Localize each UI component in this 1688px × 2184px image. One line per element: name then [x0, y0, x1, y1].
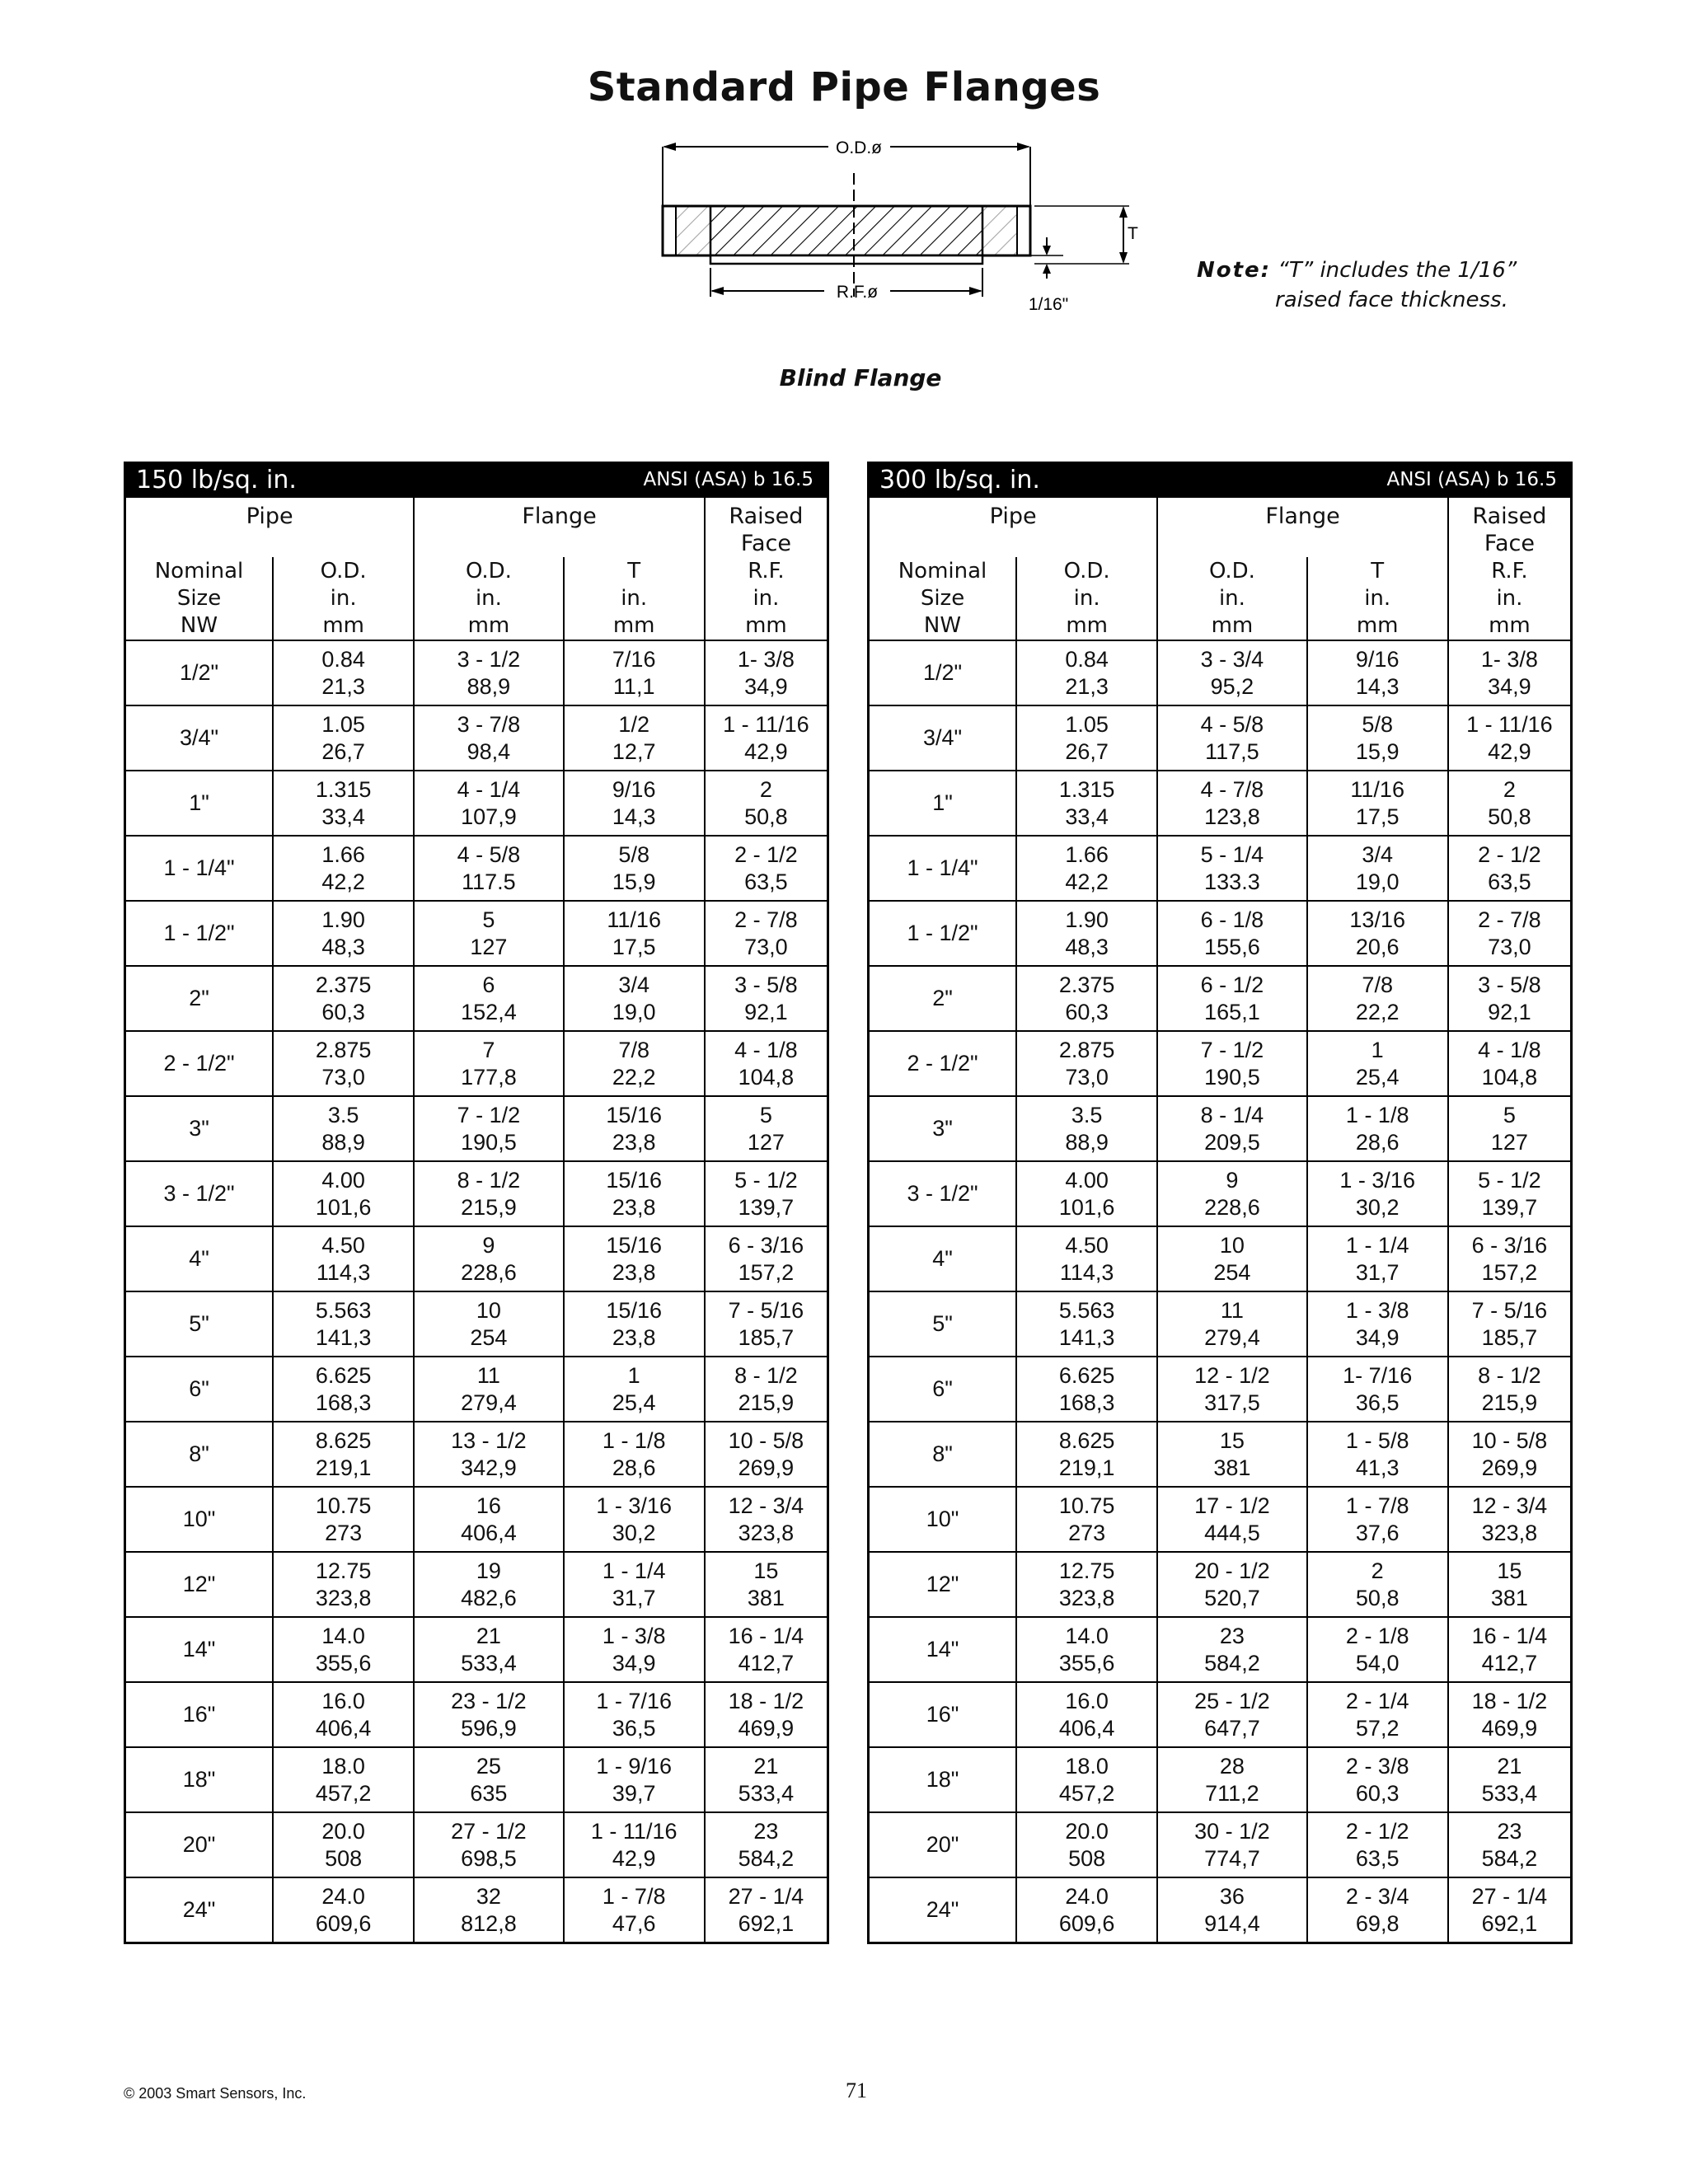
pipe-od-cell: 1.05 26,7	[273, 705, 414, 771]
raised-face-cell: 23 584,2	[705, 1812, 828, 1877]
table-row	[125, 1487, 828, 1552]
flange-od-cell: 9 228,6	[1157, 1161, 1306, 1226]
table-row	[125, 901, 828, 966]
blind-flange-diagram	[651, 132, 1138, 346]
thickness-cell: 1 - 9/16 39,7	[564, 1747, 705, 1812]
table-row	[125, 1031, 828, 1096]
nominal-size-cell: 1"	[125, 771, 274, 836]
raised-face-cell: 15 381	[1448, 1552, 1572, 1617]
flange-od-cell: 36 914,4	[1157, 1877, 1306, 1943]
flange-od-cell: 25 - 1/2 647,7	[1157, 1682, 1306, 1747]
raised-face-cell: 12 - 3/4 323,8	[1448, 1487, 1572, 1552]
raised-face-cell: 8 - 1/2 215,9	[1448, 1357, 1572, 1422]
flange-od-cell: 30 - 1/2 774,7	[1157, 1812, 1306, 1877]
pipe-od-cell: 1.315 33,4	[273, 771, 414, 836]
table-row	[869, 1161, 1572, 1226]
thickness-header: T in. mm	[564, 557, 705, 640]
flange-od-cell: 8 - 1/2 215,9	[414, 1161, 563, 1226]
raised-face-cell: 18 - 1/2 469,9	[1448, 1682, 1572, 1747]
copyright-text: © 2003 Smart Sensors, Inc.	[124, 2085, 307, 2102]
table-row	[869, 1291, 1572, 1357]
raised-face-cell: 2 - 1/2 63,5	[1448, 836, 1572, 901]
thickness-cell: 1 - 5/8 41,3	[1307, 1422, 1448, 1487]
raised-face-cell: 18 - 1/2 469,9	[705, 1682, 828, 1747]
nominal-size-cell: 24"	[125, 1877, 274, 1943]
thickness-cell: 9/16 14,3	[1307, 640, 1448, 705]
note-line-1: “T” includes the 1/16”	[1278, 258, 1517, 283]
nominal-size-cell: 1 - 1/4"	[125, 836, 274, 901]
nominal-size-cell: 20"	[125, 1812, 274, 1877]
nominal-size-cell: 14"	[125, 1617, 274, 1682]
flange-od-cell: 10 254	[414, 1291, 563, 1357]
nominal-size-cell: 3"	[125, 1096, 274, 1161]
note-line-2: raised face thickness.	[1275, 288, 1508, 312]
nominal-size-cell: 1"	[869, 771, 1017, 836]
nominal-size-cell: 3"	[869, 1096, 1017, 1161]
pipe-od-cell: 16.0 406,4	[273, 1682, 414, 1747]
pipe-od-cell: 8.625 219,1	[1016, 1422, 1157, 1487]
thickness-cell: 9/16 14,3	[564, 771, 705, 836]
table-row	[869, 1552, 1572, 1617]
table-row	[125, 1096, 828, 1161]
flange-od-cell: 23 584,2	[1157, 1617, 1306, 1682]
raised-face-cell: 1 - 11/16 42,9	[705, 705, 828, 771]
nominal-size-cell: 8"	[125, 1422, 274, 1487]
t-dimension-label: T	[1128, 224, 1138, 243]
pipe-od-header: O.D. in. mm	[1016, 557, 1157, 640]
nominal-size-cell: 12"	[869, 1552, 1017, 1617]
table-row	[869, 1422, 1572, 1487]
pipe-od-cell: 1.315 33,4	[1016, 771, 1157, 836]
thickness-cell: 1 - 3/8 34,9	[564, 1617, 705, 1682]
nominal-size-cell: 3 - 1/2"	[869, 1161, 1017, 1226]
table-row	[869, 1747, 1572, 1812]
pipe-od-cell: 5.563 141,3	[273, 1291, 414, 1357]
thickness-cell: 1 - 7/8 37,6	[1307, 1487, 1448, 1552]
flange-od-cell: 5 - 1/4 133.3	[1157, 836, 1306, 901]
flange-od-cell: 6 152,4	[414, 966, 563, 1031]
flange-od-cell: 4 - 1/4 107,9	[414, 771, 563, 836]
nominal-size-cell: 1 - 1/4"	[869, 836, 1017, 901]
thickness-cell: 1- 7/16 36,5	[1307, 1357, 1448, 1422]
pipe-header: Pipe	[869, 497, 1158, 558]
flange-od-cell: 21 533,4	[414, 1617, 563, 1682]
flange-od-cell: 19 482,6	[414, 1552, 563, 1617]
page-title: Standard Pipe Flanges	[587, 64, 1101, 110]
page-number: 71	[846, 2079, 867, 2102]
nominal-size-cell: 1/2"	[125, 640, 274, 705]
thickness-cell: 1 25,4	[1307, 1031, 1448, 1096]
nominal-size-cell: 2"	[125, 966, 274, 1031]
raised-face-cell: 4 - 1/8 104,8	[1448, 1031, 1572, 1096]
nominal-size-cell: 3/4"	[869, 705, 1017, 771]
nominal-size-cell: 3 - 1/2"	[125, 1161, 274, 1226]
nominal-size-cell: 5"	[869, 1291, 1017, 1357]
table-row	[869, 1226, 1572, 1291]
nominal-size-cell: 8"	[869, 1422, 1017, 1487]
table-row	[125, 1812, 828, 1877]
pipe-od-cell: 3.5 88,9	[273, 1096, 414, 1161]
flange-od-cell: 13 - 1/2 342,9	[414, 1422, 563, 1487]
thickness-cell: 1 - 3/16 30,2	[564, 1487, 705, 1552]
raised-face-cell: 1- 3/8 34,9	[705, 640, 828, 705]
thickness-cell: 2 - 3/4 69,8	[1307, 1877, 1448, 1943]
pipe-od-cell: 16.0 406,4	[1016, 1682, 1157, 1747]
raised-face-cell: 27 - 1/4 692,1	[1448, 1877, 1572, 1943]
thickness-cell: 1 - 1/8 28,6	[1307, 1096, 1448, 1161]
thickness-cell: 7/16 11,1	[564, 640, 705, 705]
pipe-od-cell: 12.75 323,8	[273, 1552, 414, 1617]
raised-face-cell: 5 127	[705, 1096, 828, 1161]
raised-face-cell: 10 - 5/8 269,9	[1448, 1422, 1572, 1487]
flange-od-cell: 25 635	[414, 1747, 563, 1812]
table-row	[869, 1357, 1572, 1422]
flange-od-cell: 17 - 1/2 444,5	[1157, 1487, 1306, 1552]
raised-face-cell: 1 - 11/16 42,9	[1448, 705, 1572, 771]
pipe-od-cell: 0.84 21,3	[1016, 640, 1157, 705]
pipe-od-cell: 2.375 60,3	[273, 966, 414, 1031]
raised-face-cell: 7 - 5/16 185,7	[705, 1291, 828, 1357]
thickness-cell: 11/16 17,5	[1307, 771, 1448, 836]
raised-face-cell: 23 584,2	[1448, 1812, 1572, 1877]
raised-face-cell: 3 - 5/8 92,1	[705, 966, 828, 1031]
flange-od-cell: 3 - 3/4 95,2	[1157, 640, 1306, 705]
flange-od-cell: 11 279,4	[1157, 1291, 1306, 1357]
thickness-note	[1197, 255, 1517, 315]
raised-face-cell: 15 381	[705, 1552, 828, 1617]
thickness-cell: 11/16 17,5	[564, 901, 705, 966]
table-row	[869, 1877, 1572, 1943]
table-row	[869, 1812, 1572, 1877]
pipe-od-cell: 18.0 457,2	[273, 1747, 414, 1812]
nominal-size-cell: 6"	[125, 1357, 274, 1422]
nominal-size-cell: 20"	[869, 1812, 1017, 1877]
thickness-cell: 1 - 1/4 31,7	[564, 1552, 705, 1617]
pipe-od-cell: 4.50 114,3	[273, 1226, 414, 1291]
pipe-od-cell: 6.625 168,3	[1016, 1357, 1157, 1422]
table-row	[125, 1747, 828, 1812]
nominal-size-cell: 16"	[125, 1682, 274, 1747]
raised-face-cell: 4 - 1/8 104,8	[705, 1031, 828, 1096]
table-row	[125, 640, 828, 705]
nominal-size-header: Nominal Size NW	[869, 557, 1017, 640]
raised-face-cell: 2 - 7/8 73,0	[1448, 901, 1572, 966]
flange-od-cell: 32 812,8	[414, 1877, 563, 1943]
nominal-size-cell: 10"	[869, 1487, 1017, 1552]
raised-face-cell: 2 - 7/8 73,0	[705, 901, 828, 966]
flange-od-cell: 6 - 1/2 165,1	[1157, 966, 1306, 1031]
thickness-cell: 1 - 7/8 47,6	[564, 1877, 705, 1943]
nominal-size-cell: 10"	[125, 1487, 274, 1552]
nominal-size-cell: 5"	[125, 1291, 274, 1357]
flange-header: Flange	[414, 497, 705, 558]
table-row	[125, 966, 828, 1031]
flange-table-150	[124, 462, 829, 1944]
nominal-size-cell: 3/4"	[125, 705, 274, 771]
raised-face-cell: 6 - 3/16 157,2	[1448, 1226, 1572, 1291]
table-row	[125, 1161, 828, 1226]
pipe-od-cell: 3.5 88,9	[1016, 1096, 1157, 1161]
pipe-od-cell: 14.0 355,6	[273, 1617, 414, 1682]
thickness-cell: 1 25,4	[564, 1357, 705, 1422]
thickness-cell: 15/16 23,8	[564, 1226, 705, 1291]
raised-face-cell: 5 - 1/2 139,7	[1448, 1161, 1572, 1226]
raised-face-thickness-label: 1/16"	[1028, 295, 1069, 314]
pipe-od-cell: 4.00 101,6	[273, 1161, 414, 1226]
raised-face-cell: 12 - 3/4 323,8	[705, 1487, 828, 1552]
flange-od-cell: 7 - 1/2 190,5	[1157, 1031, 1306, 1096]
thickness-header: T in. mm	[1307, 557, 1448, 640]
raised-face-cell: 8 - 1/2 215,9	[705, 1357, 828, 1422]
diagram-caption: Blind Flange	[779, 364, 942, 391]
thickness-cell: 1 - 1/4 31,7	[1307, 1226, 1448, 1291]
table-row	[869, 966, 1572, 1031]
flange-od-cell: 7 - 1/2 190,5	[414, 1096, 563, 1161]
pipe-od-cell: 24.0 609,6	[1016, 1877, 1157, 1943]
nominal-size-cell: 24"	[869, 1877, 1017, 1943]
pipe-od-cell: 1.66 42,2	[273, 836, 414, 901]
flange-od-cell: 10 254	[1157, 1226, 1306, 1291]
nominal-size-cell: 2 - 1/2"	[869, 1031, 1017, 1096]
thickness-cell: 2 - 1/8 54,0	[1307, 1617, 1448, 1682]
thickness-cell: 2 - 3/8 60,3	[1307, 1747, 1448, 1812]
flange-od-cell: 3 - 7/8 98,4	[414, 705, 563, 771]
nominal-size-cell: 2 - 1/2"	[125, 1031, 274, 1096]
thickness-cell: 15/16 23,8	[564, 1291, 705, 1357]
flange-od-header: O.D. in. mm	[414, 557, 563, 640]
pipe-od-cell: 6.625 168,3	[273, 1357, 414, 1422]
raised-face-cell: 6 - 3/16 157,2	[705, 1226, 828, 1291]
pipe-od-cell: 2.875 73,0	[1016, 1031, 1157, 1096]
pipe-od-cell: 8.625 219,1	[273, 1422, 414, 1487]
raised-face-cell: 2 50,8	[705, 771, 828, 836]
thickness-cell: 7/8 22,2	[1307, 966, 1448, 1031]
thickness-cell: 1 - 3/16 30,2	[1307, 1161, 1448, 1226]
table-row	[869, 836, 1572, 901]
thickness-cell: 2 50,8	[1307, 1552, 1448, 1617]
raised-face-cell: 5 127	[1448, 1096, 1572, 1161]
table-row	[125, 1422, 828, 1487]
flange-od-cell: 12 - 1/2 317,5	[1157, 1357, 1306, 1422]
raised-face-cell: 7 - 5/16 185,7	[1448, 1291, 1572, 1357]
raised-face-cell: 1- 3/8 34,9	[1448, 640, 1572, 705]
flange-od-cell: 27 - 1/2 698,5	[414, 1812, 563, 1877]
nominal-size-cell: 1 - 1/2"	[869, 901, 1017, 966]
table-row	[869, 1617, 1572, 1682]
table-row	[869, 771, 1572, 836]
flange-od-cell: 28 711,2	[1157, 1747, 1306, 1812]
thickness-cell: 1/2 12,7	[564, 705, 705, 771]
pipe-od-cell: 2.875 73,0	[273, 1031, 414, 1096]
pipe-od-header: O.D. in. mm	[273, 557, 414, 640]
table-row	[125, 1552, 828, 1617]
thickness-cell: 15/16 23,8	[564, 1096, 705, 1161]
raised-face-cell: 2 - 1/2 63,5	[705, 836, 828, 901]
flange-od-cell: 15 381	[1157, 1422, 1306, 1487]
flange-od-cell: 23 - 1/2 596,9	[414, 1682, 563, 1747]
nominal-size-cell: 12"	[125, 1552, 274, 1617]
thickness-cell: 1 - 7/16 36,5	[564, 1682, 705, 1747]
table-row	[125, 705, 828, 771]
nominal-size-cell: 6"	[869, 1357, 1017, 1422]
flange-od-cell: 9 228,6	[414, 1226, 563, 1291]
flange-od-cell: 5 127	[414, 901, 563, 966]
rf-header: R.F. in. mm	[1448, 557, 1572, 640]
thickness-cell: 1 - 3/8 34,9	[1307, 1291, 1448, 1357]
thickness-cell: 1 - 1/8 28,6	[564, 1422, 705, 1487]
flange-od-cell: 7 177,8	[414, 1031, 563, 1096]
pipe-header: Pipe	[125, 497, 415, 558]
table-row	[125, 771, 828, 836]
raised-face-cell: 16 - 1/4 412,7	[1448, 1617, 1572, 1682]
table-row	[125, 1682, 828, 1747]
raised-face-cell: 16 - 1/4 412,7	[705, 1617, 828, 1682]
pipe-od-cell: 0.84 21,3	[273, 640, 414, 705]
raised-face-cell: 27 - 1/4 692,1	[705, 1877, 828, 1943]
pipe-od-cell: 12.75 323,8	[1016, 1552, 1157, 1617]
pipe-od-cell: 1.05 26,7	[1016, 705, 1157, 771]
pipe-od-cell: 20.0 508	[1016, 1812, 1157, 1877]
table-row	[125, 1357, 828, 1422]
table-row	[869, 1487, 1572, 1552]
table-row	[125, 1617, 828, 1682]
od-label: O.D.ø	[836, 138, 882, 157]
table-row	[125, 1291, 828, 1357]
thickness-cell: 15/16 23,8	[564, 1161, 705, 1226]
thickness-cell: 7/8 22,2	[564, 1031, 705, 1096]
pipe-od-cell: 4.50 114,3	[1016, 1226, 1157, 1291]
raised-face-header: Raised Face	[1448, 497, 1572, 558]
thickness-cell: 2 - 1/2 63,5	[1307, 1812, 1448, 1877]
raised-face-cell: 2 50,8	[1448, 771, 1572, 836]
pressure-class-label: 150 lb/sq. in.	[125, 463, 564, 497]
pipe-od-cell: 10.75 273	[1016, 1487, 1157, 1552]
thickness-cell: 13/16 20,6	[1307, 901, 1448, 966]
nominal-size-cell: 4"	[125, 1226, 274, 1291]
raised-face-header: Raised Face	[705, 497, 828, 558]
flange-table-300	[867, 462, 1573, 1944]
rf-header: R.F. in. mm	[705, 557, 828, 640]
rf-label: R.F.ø	[836, 283, 879, 302]
flange-od-cell: 20 - 1/2 520,7	[1157, 1552, 1306, 1617]
pipe-od-cell: 20.0 508	[273, 1812, 414, 1877]
pipe-od-cell: 14.0 355,6	[1016, 1617, 1157, 1682]
pipe-od-cell: 1.90 48,3	[273, 901, 414, 966]
flange-od-cell: 4 - 5/8 117.5	[414, 836, 563, 901]
nominal-size-cell: 14"	[869, 1617, 1017, 1682]
pipe-od-cell: 5.563 141,3	[1016, 1291, 1157, 1357]
pipe-od-cell: 1.66 42,2	[1016, 836, 1157, 901]
pipe-od-cell: 18.0 457,2	[1016, 1747, 1157, 1812]
flange-od-cell: 3 - 1/2 88,9	[414, 640, 563, 705]
table-row	[869, 901, 1572, 966]
table-row	[125, 1877, 828, 1943]
thickness-cell: 3/4 19,0	[564, 966, 705, 1031]
raised-face-cell: 10 - 5/8 269,9	[705, 1422, 828, 1487]
nominal-size-cell: 16"	[869, 1682, 1017, 1747]
table-row	[125, 836, 828, 901]
thickness-cell: 1 - 11/16 42,9	[564, 1812, 705, 1877]
flange-od-cell: 11 279,4	[414, 1357, 563, 1422]
thickness-cell: 5/8 15,9	[564, 836, 705, 901]
table-row	[869, 1096, 1572, 1161]
thickness-cell: 5/8 15,9	[1307, 705, 1448, 771]
nominal-size-cell: 1 - 1/2"	[125, 901, 274, 966]
nominal-size-cell: 18"	[125, 1747, 274, 1812]
flange-od-header: O.D. in. mm	[1157, 557, 1306, 640]
nominal-size-cell: 4"	[869, 1226, 1017, 1291]
flange-od-cell: 16 406,4	[414, 1487, 563, 1552]
flange-od-cell: 6 - 1/8 155,6	[1157, 901, 1306, 966]
raised-face-cell: 5 - 1/2 139,7	[705, 1161, 828, 1226]
pipe-od-cell: 4.00 101,6	[1016, 1161, 1157, 1226]
thickness-cell: 3/4 19,0	[1307, 836, 1448, 901]
table-row	[869, 1031, 1572, 1096]
thickness-cell: 2 - 1/4 57,2	[1307, 1682, 1448, 1747]
nominal-size-cell: 18"	[869, 1747, 1017, 1812]
flange-od-cell: 4 - 5/8 117,5	[1157, 705, 1306, 771]
raised-face-cell: 3 - 5/8 92,1	[1448, 966, 1572, 1031]
note-label: Note:	[1197, 258, 1272, 283]
table-row	[869, 640, 1572, 705]
flange-od-cell: 4 - 7/8 123,8	[1157, 771, 1306, 836]
pipe-od-cell: 24.0 609,6	[273, 1877, 414, 1943]
nominal-size-cell: 2"	[869, 966, 1017, 1031]
flange-header: Flange	[1157, 497, 1448, 558]
pipe-od-cell: 10.75 273	[273, 1487, 414, 1552]
nominal-size-header: Nominal Size NW	[125, 557, 274, 640]
standard-label: ANSI (ASA) b 16.5	[564, 463, 828, 497]
nominal-size-cell: 1/2"	[869, 640, 1017, 705]
standard-label: ANSI (ASA) b 16.5	[1307, 463, 1572, 497]
flange-od-cell: 8 - 1/4 209,5	[1157, 1096, 1306, 1161]
raised-face-cell: 21 533,4	[1448, 1747, 1572, 1812]
pipe-od-cell: 1.90 48,3	[1016, 901, 1157, 966]
table-row	[125, 1226, 828, 1291]
pipe-od-cell: 2.375 60,3	[1016, 966, 1157, 1031]
table-row	[869, 1682, 1572, 1747]
table-row	[869, 705, 1572, 771]
pressure-class-label: 300 lb/sq. in.	[869, 463, 1307, 497]
raised-face-cell: 21 533,4	[705, 1747, 828, 1812]
